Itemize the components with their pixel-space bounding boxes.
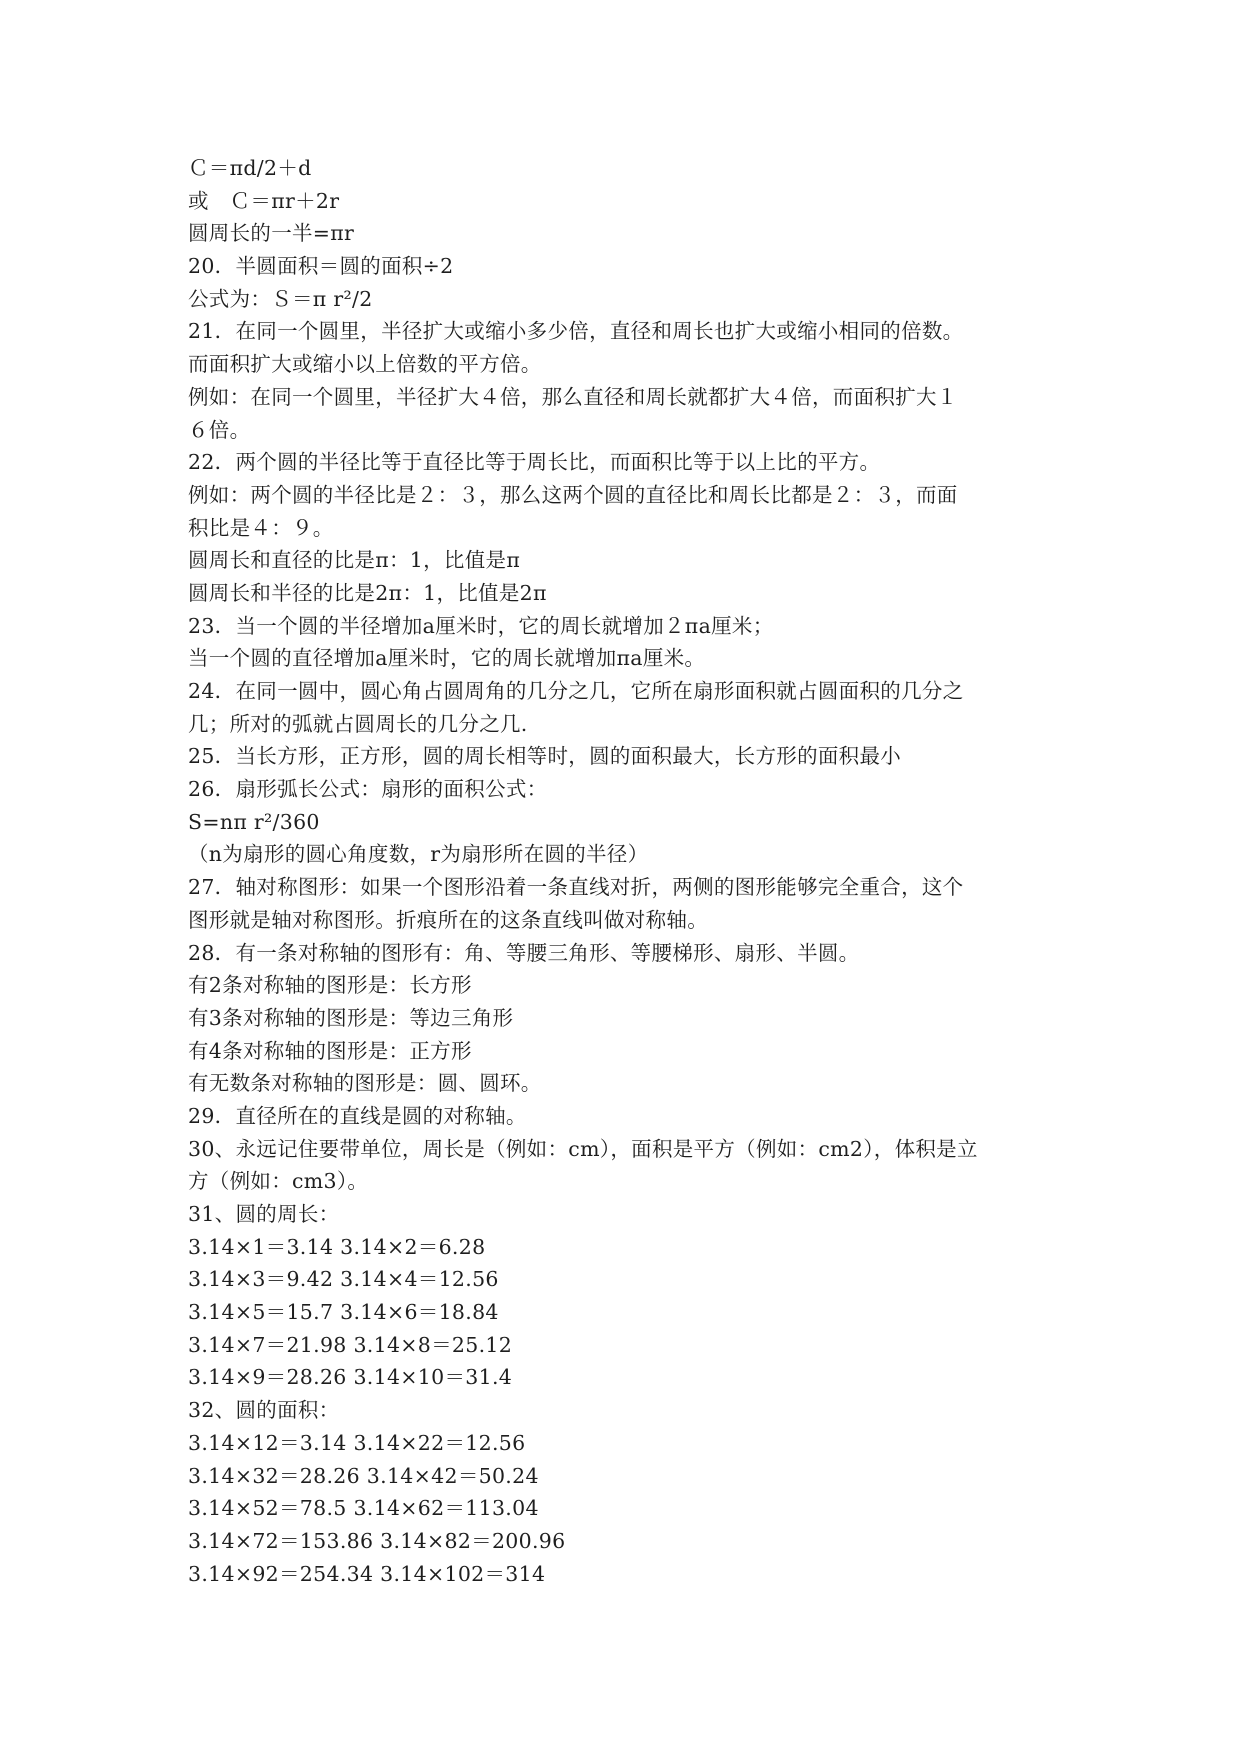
text-line: 有2条对称轴的图形是：长方形 — [188, 973, 472, 998]
text-line: 32、圆的面积： — [188, 1398, 340, 1423]
text-line: （n为扇形的圆心角度数，r为扇形所在圆的半径） — [188, 842, 649, 867]
text-line: 22．两个圆的半径比等于直径比等于周长比，而面积比等于以上比的平方。 — [188, 450, 881, 475]
text-line: 31、圆的周长： — [188, 1202, 340, 1226]
text-line: 25．当长方形，正方形，圆的周长相等时，圆的面积最大，长方形的面积最小 — [188, 744, 902, 769]
text-line: 3.14×3＝9.42 3.14×4＝12.56 — [188, 1267, 499, 1292]
text-line: 3.14×32＝28.26 3.14×42＝50.24 — [188, 1463, 539, 1488]
text-line: 3.14×52＝78.5 3.14×62＝113.04 — [188, 1496, 539, 1521]
text-line: 24．在同一圆中，圆心角占圆周角的几分之几，它所在扇形面积就占圆面积的几分之 — [188, 679, 964, 703]
text-line: 图形就是轴对称图形。折痕所在的这条直线叫做对称轴。 — [188, 907, 708, 932]
text-line: 或 Ｃ＝πr＋2r — [188, 188, 340, 213]
text-line: 23．当一个圆的半径增加a厘米时，它的周长就增加２πa厘米； — [188, 613, 774, 638]
text-line: 例如：两个圆的半径比是２：３，那么这两个圆的直径比和周长比都是２：３，而面 — [188, 482, 958, 507]
text-line: 而面积扩大或缩小以上倍数的平方倍。 — [188, 352, 542, 377]
text-line: 例如：在同一个圆里，半径扩大４倍，那么直径和周长就都扩大４倍，而面积扩大１ — [188, 384, 958, 409]
text-line: 3.14×7＝21.98 3.14×8＝25.12 — [188, 1332, 513, 1357]
text-line: 公式为：Ｓ＝π r²/2 — [188, 286, 373, 311]
text-line: 29．直径所在的直线是圆的对称轴。 — [188, 1103, 527, 1128]
text-line: 21．在同一个圆里，半径扩大或缩小多少倍，直径和周长也扩大或缩小相同的倍数。 — [188, 319, 964, 344]
text-line: 有4条对称轴的图形是：正方形 — [188, 1038, 472, 1063]
text-line: 3.14×92＝254.34 3.14×102＝314 — [188, 1561, 546, 1586]
text-line: 几；所对的弧就占圆周长的几分之几. — [188, 711, 528, 736]
document-body — [188, 152, 1068, 1590]
text-line: 3.14×72＝153.86 3.14×82＝200.96 — [188, 1528, 566, 1553]
text-line: 20．半圆面积＝圆的面积÷2 — [188, 254, 454, 279]
text-line: 有无数条对称轴的图形是：圆、圆环。 — [188, 1071, 542, 1096]
text-line: Ｃ＝πd/2＋d — [188, 156, 312, 180]
text-line: 3.14×9＝28.26 3.14×10＝31.4 — [188, 1365, 513, 1390]
text-line: 方（例如：cm3）。 — [188, 1169, 369, 1194]
text-line: 当一个圆的直径增加a厘米时，它的周长就增加πa厘米。 — [188, 646, 706, 671]
text-line: 圆周长和半径的比是2π：1，比值是2π — [188, 580, 547, 605]
text-line: 3.14×1＝3.14 3.14×2＝6.28 — [188, 1234, 486, 1259]
text-line: 圆周长和直径的比是π：1，比值是π — [188, 548, 521, 573]
text-line: 30、永远记住要带单位，周长是（例如：cm），面积是平方（例如：cm2），体积是立 — [188, 1136, 978, 1161]
text-line: 3.14×5＝15.7 3.14×6＝18.84 — [188, 1300, 499, 1325]
text-line: 27．轴对称图形：如果一个图形沿着一条直线对折，两侧的图形能够完全重合，这个 — [188, 875, 964, 900]
text-line: 3.14×12＝3.14 3.14×22＝12.56 — [188, 1430, 526, 1455]
text-line: 26．扇形弧长公式：扇形的面积公式： — [188, 777, 548, 802]
text-line: 积比是４：９。 — [188, 515, 334, 540]
text-line: 28．有一条对称轴的图形有：角、等腰三角形、等腰梯形、扇形、半圆。 — [188, 940, 860, 965]
text-line: 有3条对称轴的图形是：等边三角形 — [188, 1005, 514, 1030]
text-line: 圆周长的一半=πr — [188, 221, 355, 246]
text-line: S=nπ r²/360 — [188, 809, 320, 834]
text-line: ６倍。 — [188, 417, 251, 442]
